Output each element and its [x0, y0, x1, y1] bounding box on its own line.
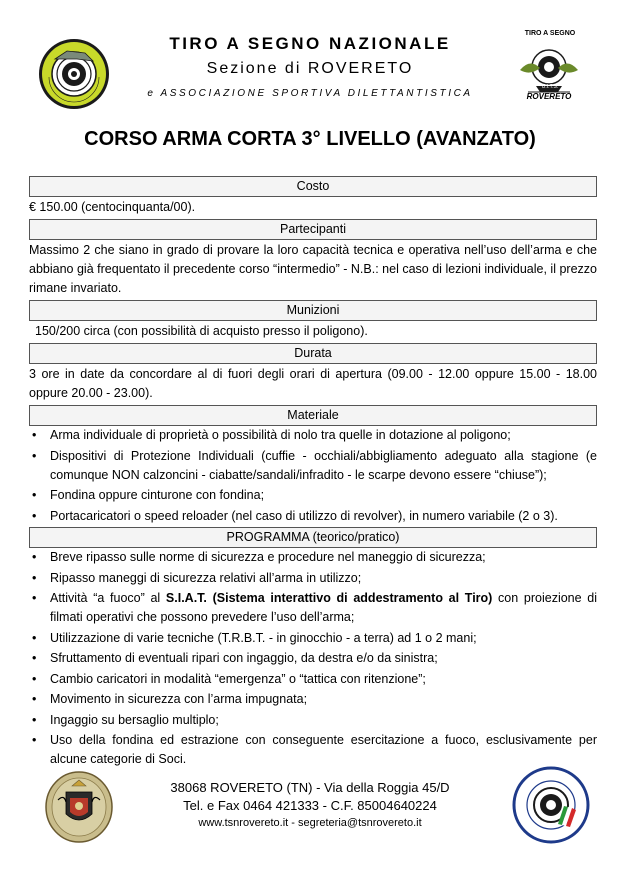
costo-text: € 150.00 (centocinquanta/00). [29, 200, 196, 214]
list-item: • Sfruttamento di eventuali ripari con ingaggio, da destra e/o da sinistra; [29, 649, 597, 668]
course-details [29, 175, 597, 771]
logo-right-text-top: TIRO A SEGNO [524, 30, 576, 37]
list-item: • Movimento in sicurezza con l’arma impugnata; [29, 690, 597, 709]
durata-text: 3 ore in date da concordare al di fuori degli orari di apertura (09.00 - 12.00 oppure 15.00 - 18.00 oppure 20.00 - 23.00). [29, 367, 597, 400]
header-association: e ASSOCIAZIONE SPORTIVA DILETTANTISTICA [147, 88, 473, 99]
list-item: • Ripasso maneggi di sicurezza relativi all’arma in utilizzo; [29, 569, 597, 588]
list-item: • Dispositivi di Protezione Individuali (cuffie - occhiali/abbigliamento adeguato alla stagione (e comunque NON calzoncini - ciabatte/sandali/infradito - le scarpe devono essere “chiuse”); [29, 447, 597, 485]
list-item: • Uso della fondina ed estrazione con conseguente esercitazione a fuoco, esclusivamente per alcune categorie di Soci. [29, 731, 597, 769]
list-item-siat [29, 589, 597, 627]
list-item: • Portacaricatori o speed reloader (nel caso di utilizzo di revolver), in numero variabile (2 o 3). [29, 507, 597, 526]
list-item: • Arma individuale di proprietà o possibilità di nolo tra quelle in dotazione al poligono; [29, 426, 597, 445]
logo-right-text-bottom: ROVERETO [526, 92, 572, 101]
section-heading-munizioni: Munizioni [29, 300, 597, 321]
section-heading-partecipanti: Partecipanti [29, 219, 597, 240]
materiale-list [29, 426, 597, 526]
footer-web-link[interactable]: www.tsnrovereto.it - segreteria@tsnrovereto.it [198, 817, 422, 829]
list-item: • Cambio caricatori in modalità “emergenza” o “tattica con ritenzione”; [29, 670, 597, 689]
programma-list [29, 548, 597, 769]
logo-right-badge: U.I.T.S. [541, 84, 559, 90]
siat-after: con proiezione di filmati operativi che possono prevedere l’uso dell’arma; [50, 591, 598, 624]
header-subtitle: Sezione di ROVERETO [206, 60, 414, 77]
section-heading-materiale: Materiale [29, 405, 597, 426]
siat-bold: S.I.A.T. (Sistema interattivo di addestramento al Tiro) [165, 591, 493, 605]
section-heading-costo: Costo [29, 176, 597, 197]
header-title: TIRO A SEGNO NAZIONALE [169, 34, 451, 53]
section-heading-durata: Durata [29, 343, 597, 364]
footer-phone: Tel. e Fax 0464 421333 - C.F. 85004640224 [183, 798, 437, 813]
list-item: • Breve ripasso sulle norme di sicurezza e procedure nel maneggio di sicurezza; [29, 548, 597, 567]
list-item: • Ingaggio su bersaglio multiplo; [29, 711, 597, 730]
section-heading-programma: PROGRAMMA (teorico/pratico) [29, 527, 597, 548]
list-item: • Utilizzazione di varie tecniche (T.R.B.T. - in ginocchio - a terra) ad 1 o 2 mani; [29, 629, 597, 648]
footer-address: 38068 ROVERETO (TN) - Via della Roggia 45/D [170, 780, 450, 795]
partecipanti-text: Massimo 2 che siano in grado di provare la loro capacità tecnica e operativa nell’uso dell’arma e che abbiano già frequentato il precedente corso “intermedio” - N.B.: nel caso di lezioni individuale, il prezzo rimane invariato. [29, 243, 597, 295]
munizioni-text: 150/200 circa (con possibilità di acquisto presso il poligono). [35, 324, 368, 338]
course-title: CORSO ARMA CORTA 3° LIVELLO (AVANZATO) [84, 128, 536, 150]
siat-before: Attività “a fuoco” al [50, 591, 166, 605]
uits-logo [512, 766, 590, 844]
list-item: • Fondina oppure cinturone con fondina; [29, 486, 597, 505]
